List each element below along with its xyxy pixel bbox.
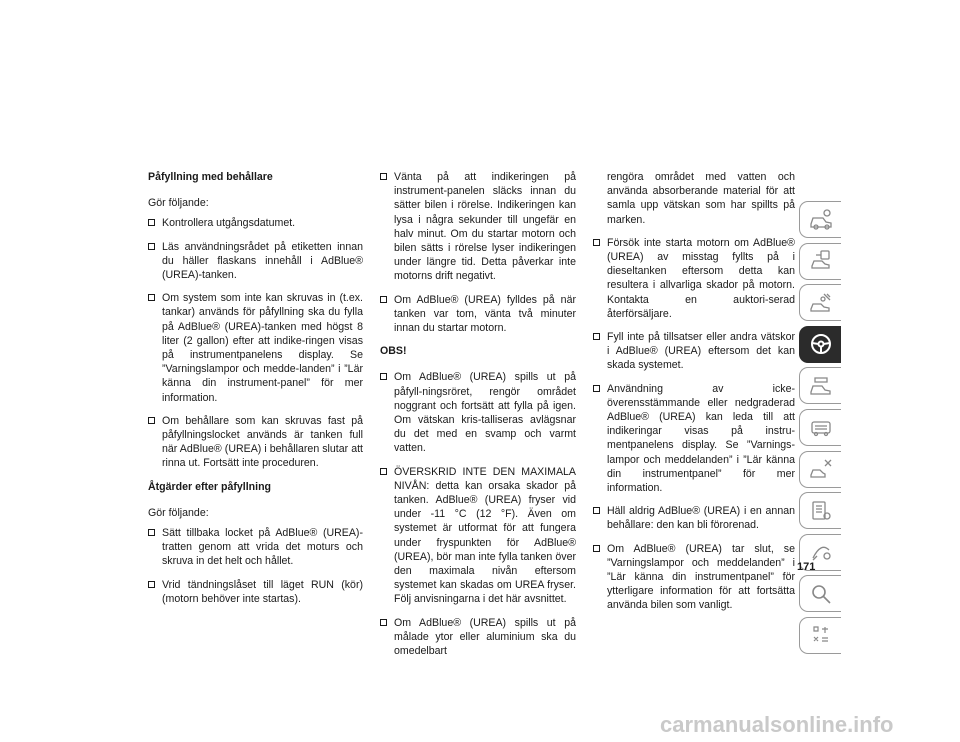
- bullet-box-icon: [380, 619, 387, 626]
- multimedia-icon: [807, 497, 835, 525]
- bullet-box-icon: [380, 373, 387, 380]
- list-item: ÖVERSKRID INTE DEN MAXIMALA NIVÅN: detta kan orsaka skador på tanken. AdBlue® (UREA) fryser vid under -11 °C (12 °F). Även om systemet är utformat för att fungera under fryspunkten för AdBlue® (UREA), bör man inte fylla tanken över den maximala nivån eftersom systemet kan skadas om UREA fryser. Följ anvisningarna i det här avsnittet.: [380, 465, 576, 607]
- column-3: [593, 170, 795, 622]
- chapter-tabs: [799, 201, 841, 659]
- list-item: Häll aldrig AdBlue® (UREA) i en annan behållare: den kan bli förorenad.: [593, 504, 795, 532]
- list-item: Vrid tändningslåset till läget RUN (kör) (motorn behöver inte startas).: [148, 578, 363, 606]
- tab-languages[interactable]: [799, 617, 841, 654]
- bullet-box-icon: [148, 529, 155, 536]
- note-heading: OBS!: [380, 345, 407, 358]
- intro-text: Gör följande:: [148, 197, 209, 210]
- tab-car-info[interactable]: [799, 201, 841, 238]
- car-keys-icon: [807, 247, 835, 275]
- tab-car-controls[interactable]: [799, 284, 841, 321]
- car-safety-icon: [807, 372, 835, 400]
- list-item: Om AdBlue® (UREA) spills ut på målade ytor eller aluminium ska du omedelbart: [380, 616, 576, 659]
- section-heading-after-refill: Åtgärder efter påfyllning: [148, 480, 272, 493]
- bullet-box-icon: [148, 294, 155, 301]
- list-item: Kontrollera utgångsdatumet.: [148, 216, 363, 230]
- bullet-box-icon: [593, 385, 600, 392]
- tab-safety[interactable]: [799, 367, 841, 404]
- column-1: [148, 170, 363, 615]
- section-heading-refill-container: Påfyllning med behållare: [148, 171, 273, 183]
- bullet-box-icon: [148, 219, 155, 226]
- bullet-box-icon: [593, 507, 600, 514]
- tab-service[interactable]: [799, 451, 841, 488]
- list-item: Om behållare som kan skruvas fast på påfyllningslocket används är tanken full när AdBlue® (UREA) i behållaren slutar att rinna ut. Fortsätt inte proceduren.: [148, 414, 363, 471]
- tab-driving[interactable]: [799, 326, 841, 363]
- bullet-box-icon: [148, 581, 155, 588]
- car-controls-icon: [807, 289, 835, 317]
- tab-emergency[interactable]: [799, 409, 841, 446]
- list-item: Om AdBlue® (UREA) fylldes på när tanken var tom, vänta två minuter innan du startar motorn.: [380, 293, 576, 336]
- list-item: Om AdBlue® (UREA) tar slut, se ”Varningslampor och meddelanden” i ”Lär känna din instrumentpanel” för ytterligare information för att fortsätta använda bilen som vanligt.: [593, 542, 795, 613]
- continued-text: rengöra området med vatten och använda absorberande material för att samla upp vätskan som har spillts på marken.: [607, 171, 795, 226]
- list-item: Försök inte starta motorn om AdBlue® (UREA) av misstag fyllts på i dieseltanken eftersom detta kan resultera i allvarliga skador på motorn. Kontakta en auktori-serad återförsäljare.: [593, 236, 795, 321]
- bullet-box-icon: [593, 333, 600, 340]
- list-item: Användning av icke-överensstämmande eller nedgraderad AdBlue® (UREA) kan leda till att indikeringar visas på instru-mentpanelens display. Se ”Varnings-lampor och meddelanden” i ”Lär känna din instrumentpanel” för mer information.: [593, 382, 795, 496]
- bullet-box-icon: [593, 239, 600, 246]
- bullet-box-icon: [148, 417, 155, 424]
- intro-text: Gör följande:: [148, 506, 209, 519]
- list-item: Fyll inte på tillsatser eller andra vätskor i AdBlue® (UREA) eftersom det kan skada systemet.: [593, 330, 795, 373]
- list-item: Sätt tillbaka locket på AdBlue® (UREA)-tratten genom att vrida det moturs och skruva in det helt och hållet.: [148, 526, 363, 569]
- column-2: [380, 170, 576, 667]
- page-number: 171: [797, 561, 816, 573]
- car-service-icon: [807, 455, 835, 483]
- bullet-box-icon: [148, 243, 155, 250]
- bullet-box-icon: [380, 468, 387, 475]
- list-item: Vänta på att indikeringen på instrument-panelen släcks innan du sätter bilen i rörelse. Indikeringen kan lysa i några sekunder till ungefär en halv minut. Om du startar motorn och bilen sätts i rörelse lyser indikeringen under längre tid. Detta påverkar inte motorns drift negativt.: [380, 170, 576, 284]
- bullet-box-icon: [380, 296, 387, 303]
- index-search-icon: [807, 580, 835, 608]
- languages-icon: [807, 621, 835, 649]
- list-item: Läs användningsrådet på etiketten innan du häller flaskans innehåll i AdBlue® (UREA)-tanken.: [148, 240, 363, 283]
- tab-car-keys[interactable]: [799, 243, 841, 280]
- car-info-icon: [807, 206, 835, 234]
- list-item: Om AdBlue® (UREA) spills ut på påfyll-ningsröret, rengör området noggrant och fortsätt att fylla på igen. Om vätskan kris-talliseras avlägsnar du det med en svamp och varmt vatten.: [380, 370, 576, 455]
- bullet-box-icon: [380, 173, 387, 180]
- list-item: Om system som inte kan skruvas in (t.ex. tankar) används för påfyllning ska du fylla på AdBlue® (UREA)-tanken med högst 8 liter (2 gallon) efter att indike-ringen visas på instrumentpanelens display. Se ”Varningslampor och medde-landen” i ”Lär känna din instrument-panel” för mer information.: [148, 291, 363, 405]
- tab-multimedia[interactable]: [799, 492, 841, 529]
- roadside-emergency-icon: [807, 413, 835, 441]
- steering-wheel-icon: [807, 330, 835, 358]
- tab-index[interactable]: [799, 575, 841, 612]
- watermark: carmanualsonline.info: [660, 712, 894, 737]
- bullet-box-icon: [593, 545, 600, 552]
